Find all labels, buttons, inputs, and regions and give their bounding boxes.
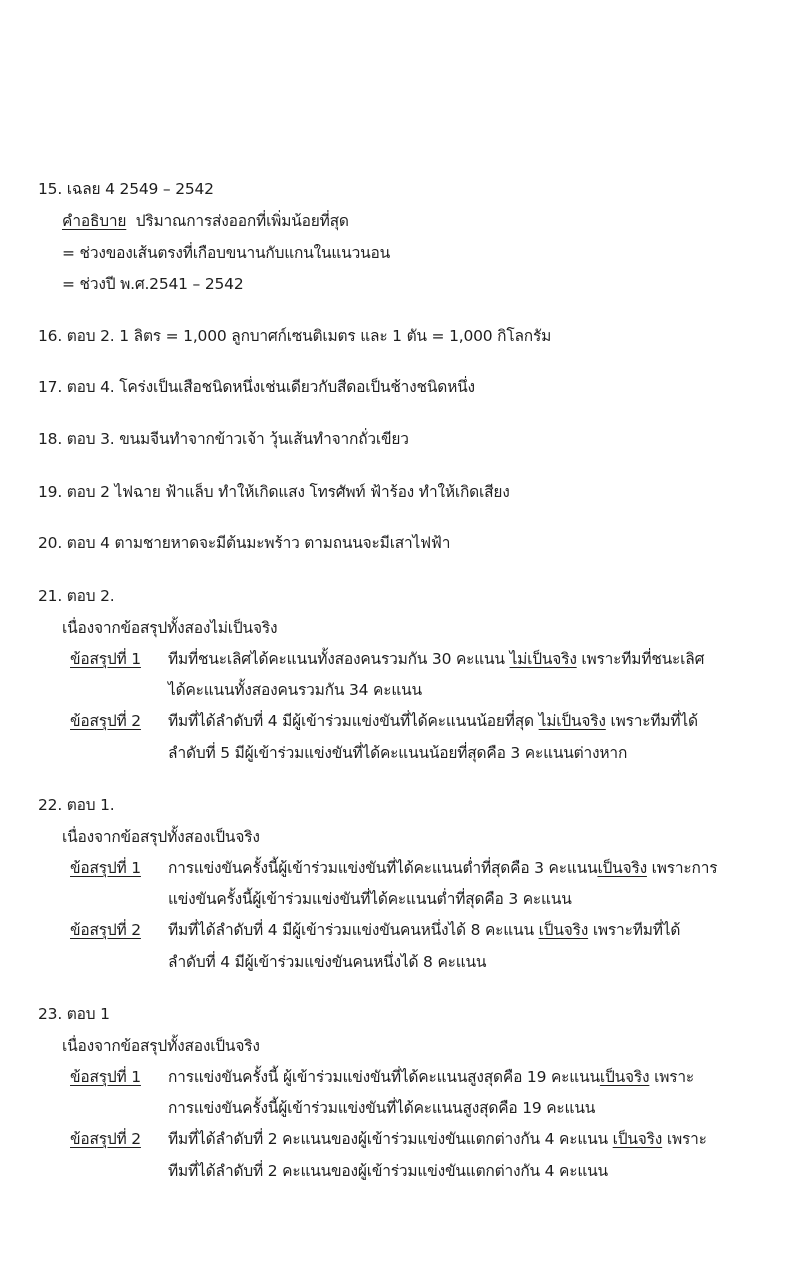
item-text: ตอบ 2. 1 ลิตร = 1,000 ลูกบาศก์เซนติเมตร และ 1 ตัน = 1,000 กิโลกรัม	[66, 327, 552, 345]
conclusion-label: ข้อสรุปที่ 1	[70, 650, 141, 668]
conclusion-text: ทีมที่ได้ลำดับที่ 4 มีผู้เข้าร่วมแข่งขันที่ได้คะแนนน้อยที่สุด	[168, 712, 539, 730]
conclusion-text: เพราะ	[662, 1130, 707, 1148]
item-23-conclusion-1	[70, 1066, 694, 1088]
verdict: เป็นจริง	[538, 921, 589, 939]
item-23-reason: เนื่องจากข้อสรุปทั้งสองเป็นจริง	[62, 1037, 260, 1055]
item-answer: ตอบ 1.	[66, 796, 115, 814]
conclusion-text: ทีมที่ชนะเลิศได้คะแนนทั้งสองคนรวมกัน 30 คะแนน	[168, 650, 510, 668]
verdict: เป็นจริง	[597, 859, 647, 877]
item-answer: เฉลย 4 2549 – 2542	[66, 180, 214, 198]
item-18	[38, 428, 409, 450]
conclusion-text: เพราะทีมที่ชนะเลิศ	[576, 650, 705, 668]
item-21-conclusion-2	[70, 710, 698, 732]
item-21-conclusion-2-cont: ลำดับที่ 5 มีผู้เข้าร่วมแข่งขันที่ได้คะแนนน้อยที่สุดคือ 3 คะแนนต่างหาก	[168, 744, 628, 762]
item-number: 15.	[38, 180, 63, 198]
item-22-heading	[38, 794, 115, 816]
item-23-heading	[38, 1003, 110, 1025]
item-text: ตอบ 2 ไฟฉาย ฟ้าแล็บ ทำให้เกิดแสง โทรศัพท์ ฟ้าร้อง ทำให้เกิดเสียง	[66, 483, 510, 501]
item-number: 21.	[38, 587, 63, 605]
item-answer: ตอบ 1	[66, 1005, 110, 1023]
conclusion-label: ข้อสรุปที่ 2	[70, 921, 141, 939]
conclusion-text: การแข่งขันครั้งนี้ผู้เข้าร่วมแข่งขันที่ได้คะแนนต่ำที่สุดคือ 3 คะแนน	[168, 859, 598, 877]
item-number: 17.	[38, 378, 63, 396]
item-21-heading	[38, 585, 115, 607]
conclusion-label: ข้อสรุปที่ 2	[70, 1130, 141, 1148]
item-22-conclusion-2	[70, 919, 680, 941]
item-number: 18.	[38, 430, 63, 448]
item-15-line-1: = ช่วงของเส้นตรงที่เกือบขนานกับแกนในแนวนอน	[62, 244, 390, 262]
item-22-conclusion-2-cont: ลำดับที่ 4 มีผู้เข้าร่วมแข่งขันคนหนึ่งได้ 8 คะแนน	[168, 953, 487, 971]
item-15-heading	[38, 178, 214, 200]
item-23-conclusion-2-cont: ทีมที่ได้ลำดับที่ 2 คะแนนของผู้เข้าร่วมแข่งขันแตกต่างกัน 4 คะแนน	[168, 1162, 608, 1180]
explanation-label: คำอธิบาย	[62, 212, 127, 230]
conclusion-text: ทีมที่ได้ลำดับที่ 4 มีผู้เข้าร่วมแข่งขันคนหนึ่งได้ 8 คะแนน	[168, 921, 539, 939]
item-number: 23.	[38, 1005, 63, 1023]
conclusion-label: ข้อสรุปที่ 2	[70, 712, 141, 730]
item-22-reason: เนื่องจากข้อสรุปทั้งสองเป็นจริง	[62, 828, 260, 846]
item-number: 22.	[38, 796, 63, 814]
item-answer: ตอบ 2.	[66, 587, 115, 605]
conclusion-text: เพราะทีมที่ได้	[605, 712, 698, 730]
verdict: ไม่เป็นจริง	[509, 650, 577, 668]
item-20	[38, 532, 450, 554]
item-21-reason: เนื่องจากข้อสรุปทั้งสองไม่เป็นจริง	[62, 619, 278, 637]
item-21-conclusion-1-cont: ได้คะแนนทั้งสองคนรวมกัน 34 คะแนน	[168, 681, 422, 699]
item-number: 20.	[38, 534, 63, 552]
item-21-conclusion-1	[70, 648, 704, 670]
conclusion-label: ข้อสรุปที่ 1	[70, 1068, 141, 1086]
item-19	[38, 481, 510, 503]
conclusion-label: ข้อสรุปที่ 1	[70, 859, 141, 877]
item-17	[38, 376, 475, 398]
explanation-text: ปริมาณการส่งออกที่เพิ่มน้อยที่สุด	[135, 212, 349, 230]
item-15-line-2: = ช่วงปี พ.ศ.2541 – 2542	[62, 275, 244, 293]
item-22-conclusion-1-cont: แข่งขันครั้งนี้ผู้เข้าร่วมแข่งขันที่ได้คะแนนต่ำที่สุดคือ 3 คะแนน	[168, 890, 572, 908]
conclusion-text: เพราะทีมที่ได้	[588, 921, 681, 939]
item-number: 16.	[38, 327, 63, 345]
item-15-explanation	[62, 210, 349, 232]
verdict: เป็นจริง	[612, 1130, 663, 1148]
item-23-conclusion-1-cont: การแข่งขันครั้งนี้ผู้เข้าร่วมแข่งขันที่ได้คะแนนสูงสุดคือ 19 คะแนน	[168, 1099, 596, 1117]
verdict: ไม่เป็นจริง	[538, 712, 606, 730]
item-text: ตอบ 4 ตามชายหาดจะมีต้นมะพร้าว ตามถนนจะมีเสาไฟฟ้า	[66, 534, 451, 552]
conclusion-text: การแข่งขันครั้งนี้ ผู้เข้าร่วมแข่งขันที่ได้คะแนนสูงสุดคือ 19 คะแนน	[168, 1068, 600, 1086]
item-23-conclusion-2	[70, 1128, 707, 1150]
conclusion-text: เพราะ	[649, 1068, 694, 1086]
item-text: ตอบ 4. โคร่งเป็นเสือชนิดหนึ่งเช่นเดียวกับสีดอเป็นช้างชนิดหนึ่ง	[66, 378, 475, 396]
item-22-conclusion-1	[70, 857, 717, 879]
conclusion-text: เพราะการ	[646, 859, 718, 877]
item-text: ตอบ 3. ขนมจีนทำจากข้าวเจ้า วุ้นเส้นทำจากถั่วเขียว	[66, 430, 409, 448]
item-16	[38, 325, 551, 347]
verdict: เป็นจริง	[599, 1068, 650, 1086]
item-number: 19.	[38, 483, 63, 501]
conclusion-text: ทีมที่ได้ลำดับที่ 2 คะแนนของผู้เข้าร่วมแข่งขันแตกต่างกัน 4 คะแนน	[168, 1130, 613, 1148]
